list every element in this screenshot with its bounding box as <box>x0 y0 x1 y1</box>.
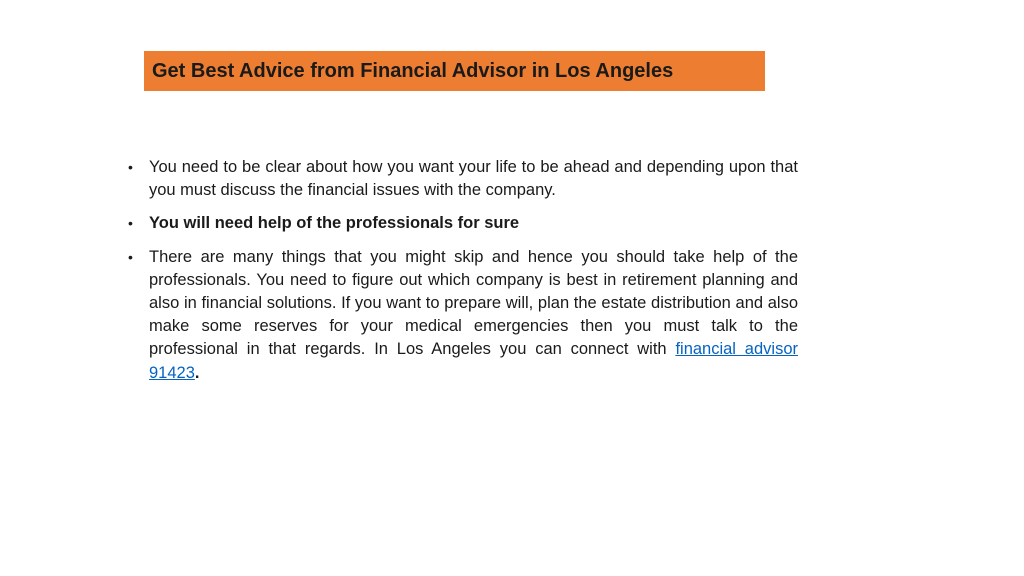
bullet-item <box>128 156 798 202</box>
bullet-text: You need to be clear about how you want your life to be ahead and depending upon that you must discuss the financial issues with the company. <box>149 158 798 200</box>
bullet-marker: • <box>128 215 133 232</box>
title-banner <box>144 51 765 91</box>
bullet-text-bold: You will need help of the professionals for sure <box>149 214 520 233</box>
bullet-marker: • <box>128 248 133 265</box>
bullet-end-period: . <box>194 363 200 382</box>
bullet-item <box>128 246 798 385</box>
bullet-marker: • <box>128 159 133 175</box>
bullet-list <box>128 156 798 395</box>
financial-advisor-link[interactable]: financial advisor 91423 <box>149 340 798 382</box>
slide-title: Get Best Advice from Financial Advisor in Los Angeles <box>152 59 674 82</box>
bullet-text: There are many things that you might skip and hence you should take help of the professionals. You need to figure out which company is best in retirement planning and also in financial solutions. If you want to prepare will, plan the estate distribution and also make some reserves for your medical emergencies then you must talk to the professional in that regards. In Los Angeles you can connect with <box>149 247 798 359</box>
bullet-item <box>128 212 798 235</box>
